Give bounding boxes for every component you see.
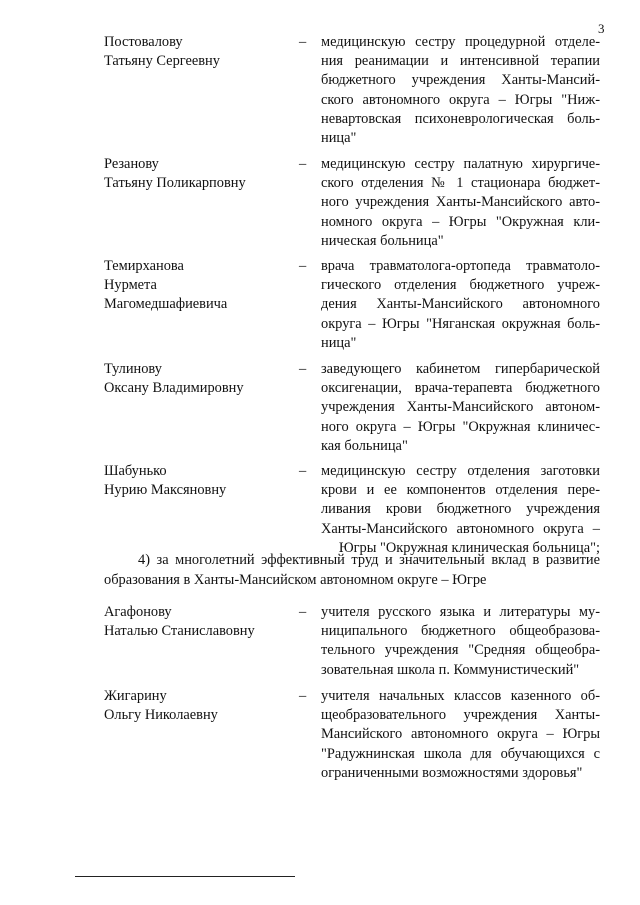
- dash-separator: –: [299, 463, 307, 479]
- person-name: Агафонову Наталью Станиславовну: [104, 604, 255, 640]
- person-name: Постовалову Татьяну Сергеевну: [104, 34, 220, 70]
- dash-separator: –: [299, 361, 307, 377]
- position-description: медицинскую сестру палатную хирургиче- ского отделения № 1 стационара бюджет- ного учреждения Ханты-Мансийского авто- номного округа – Югры "Окружная кли- ническая больница": [321, 156, 600, 249]
- dash-separator: –: [299, 604, 307, 620]
- position-description: медицинскую сестру процедурной отделе- ния реанимации и интенсивной терапии бюджетного учреждения Ханты-Мансий- ского автономного округа – Югры "Ниж- невартовская психоневрологическая боль- ница": [321, 34, 600, 147]
- dash-separator: –: [299, 258, 307, 274]
- dash-separator: –: [299, 34, 307, 50]
- position-description: медицинскую сестру отделения заготовки крови и ее компонентов отделения пере- ливания крови бюджетного учреждения Ханты-Мансийского автономного округа – Югры "Окружная клиническая больница";: [321, 463, 600, 556]
- person-name: Шабунько Нурию Максяновну: [104, 463, 227, 499]
- footer-rule: [75, 876, 295, 877]
- person-name: Темирханова Нурмета Магомедшафиевича: [104, 258, 228, 313]
- section-heading: 4) за многолетний эффективный труд и значительный вклад в развитие образования в Ханты-Мансийском автономном округе – Югре: [104, 552, 600, 588]
- position-description: учителя начальных классов казенного об- щеобразовательного учреждения Ханты- Мансийского автономного округа – Югры "Радужнинская школа для обучающихся с ограниченными возможностями здоровья": [321, 688, 600, 781]
- person-name: Тулинову Оксану Владимировну: [104, 361, 244, 397]
- position-description: заведующего кабинетом гипербарической оксигенации, врача-терапевта бюджетного учреждения Ханты-Мансийского автоном- ного округа – Югры "Окружная клиничес- кая больница": [321, 361, 600, 454]
- page-number: 3: [598, 21, 605, 36]
- position-description: врача травматолога-ортопеда травматоло- гического отделения бюджетного учреж- дения Ханты-Мансийского автономного округа – Югры "Няганская окружная боль- ница": [321, 258, 600, 351]
- dash-separator: –: [299, 156, 307, 172]
- dash-separator: –: [299, 688, 307, 704]
- position-description: учителя русского языка и литературы му- ниципального бюджетного общеобразова- тельного учреждения "Средняя общеобра- зовательная школа п. Коммунистический": [321, 604, 600, 678]
- person-name: Резанову Татьяну Поликарповну: [104, 156, 246, 192]
- person-name: Жигарину Ольгу Николаевну: [104, 688, 218, 724]
